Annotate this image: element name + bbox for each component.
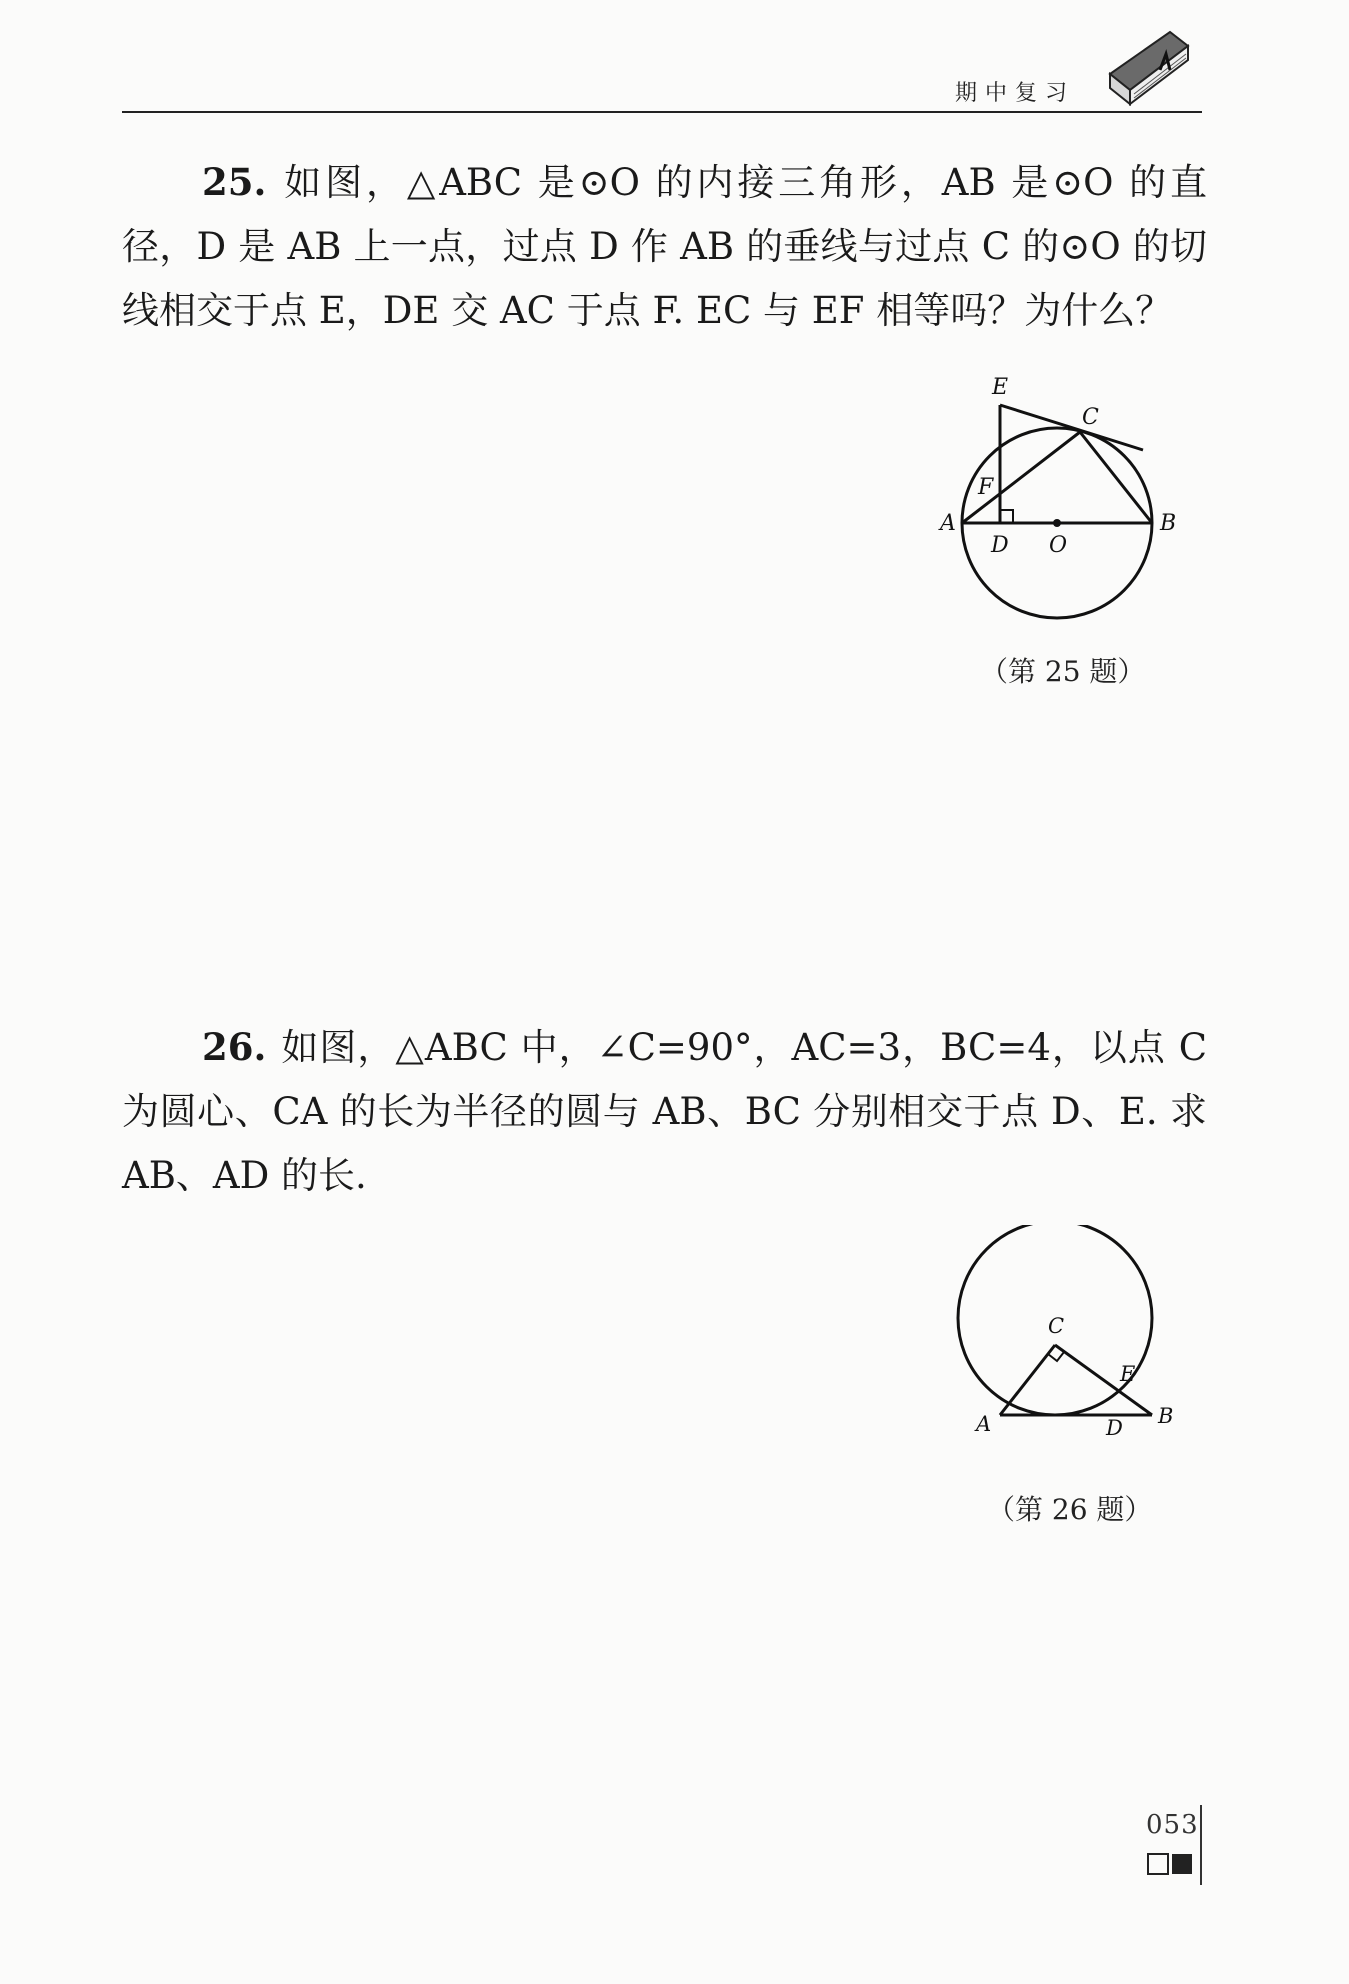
page-number: 053 [1146, 1810, 1199, 1840]
problem-text: 如图，△ABC 中，∠C=90°，AC=3，BC=4，以点 C 为圆心、CA 的长为半径的圆与 AB、BC 分别相交于点 D、E. 求 AB、AD 的长. [122, 1026, 1207, 1197]
figure-26-caption: （第 26 题） [987, 1493, 1153, 1526]
book-icon [1100, 24, 1192, 110]
label-C: C [1048, 1314, 1065, 1338]
page-marker-icon [1146, 1850, 1196, 1878]
label-E: E [992, 375, 1009, 400]
figure-25 [930, 370, 1190, 635]
label-O: O [1049, 533, 1068, 558]
problem-number: 25. [202, 160, 267, 204]
label-B: B [1158, 1404, 1174, 1428]
label-D: D [1106, 1416, 1123, 1440]
label-C: C [1082, 405, 1099, 430]
label-E: E [1120, 1362, 1136, 1386]
figure-26 [940, 1225, 1180, 1445]
label-D: D [991, 533, 1009, 558]
label-B: B [1160, 511, 1177, 536]
header-divider [122, 111, 1202, 113]
section-title: 期中复习 [955, 81, 1076, 106]
label-F: F [978, 475, 994, 500]
problem-26 [122, 1015, 1207, 1208]
label-A: A [940, 511, 956, 536]
label-A: A [976, 1412, 992, 1436]
figure-25-caption: （第 25 题） [980, 655, 1146, 688]
problem-25 [122, 150, 1207, 343]
problem-number: 26. [202, 1025, 267, 1069]
problem-text: 如图，△ABC 是⊙O 的内接三角形，AB 是⊙O 的直径，D 是 AB 上一点，过点 D 作 AB 的垂线与过点 C 的⊙O 的切线相交于点 E，DE 交 AC 于点 F. EC 与 EF 相等吗？为什么？ [122, 161, 1207, 332]
page-number-rule [1200, 1805, 1202, 1885]
